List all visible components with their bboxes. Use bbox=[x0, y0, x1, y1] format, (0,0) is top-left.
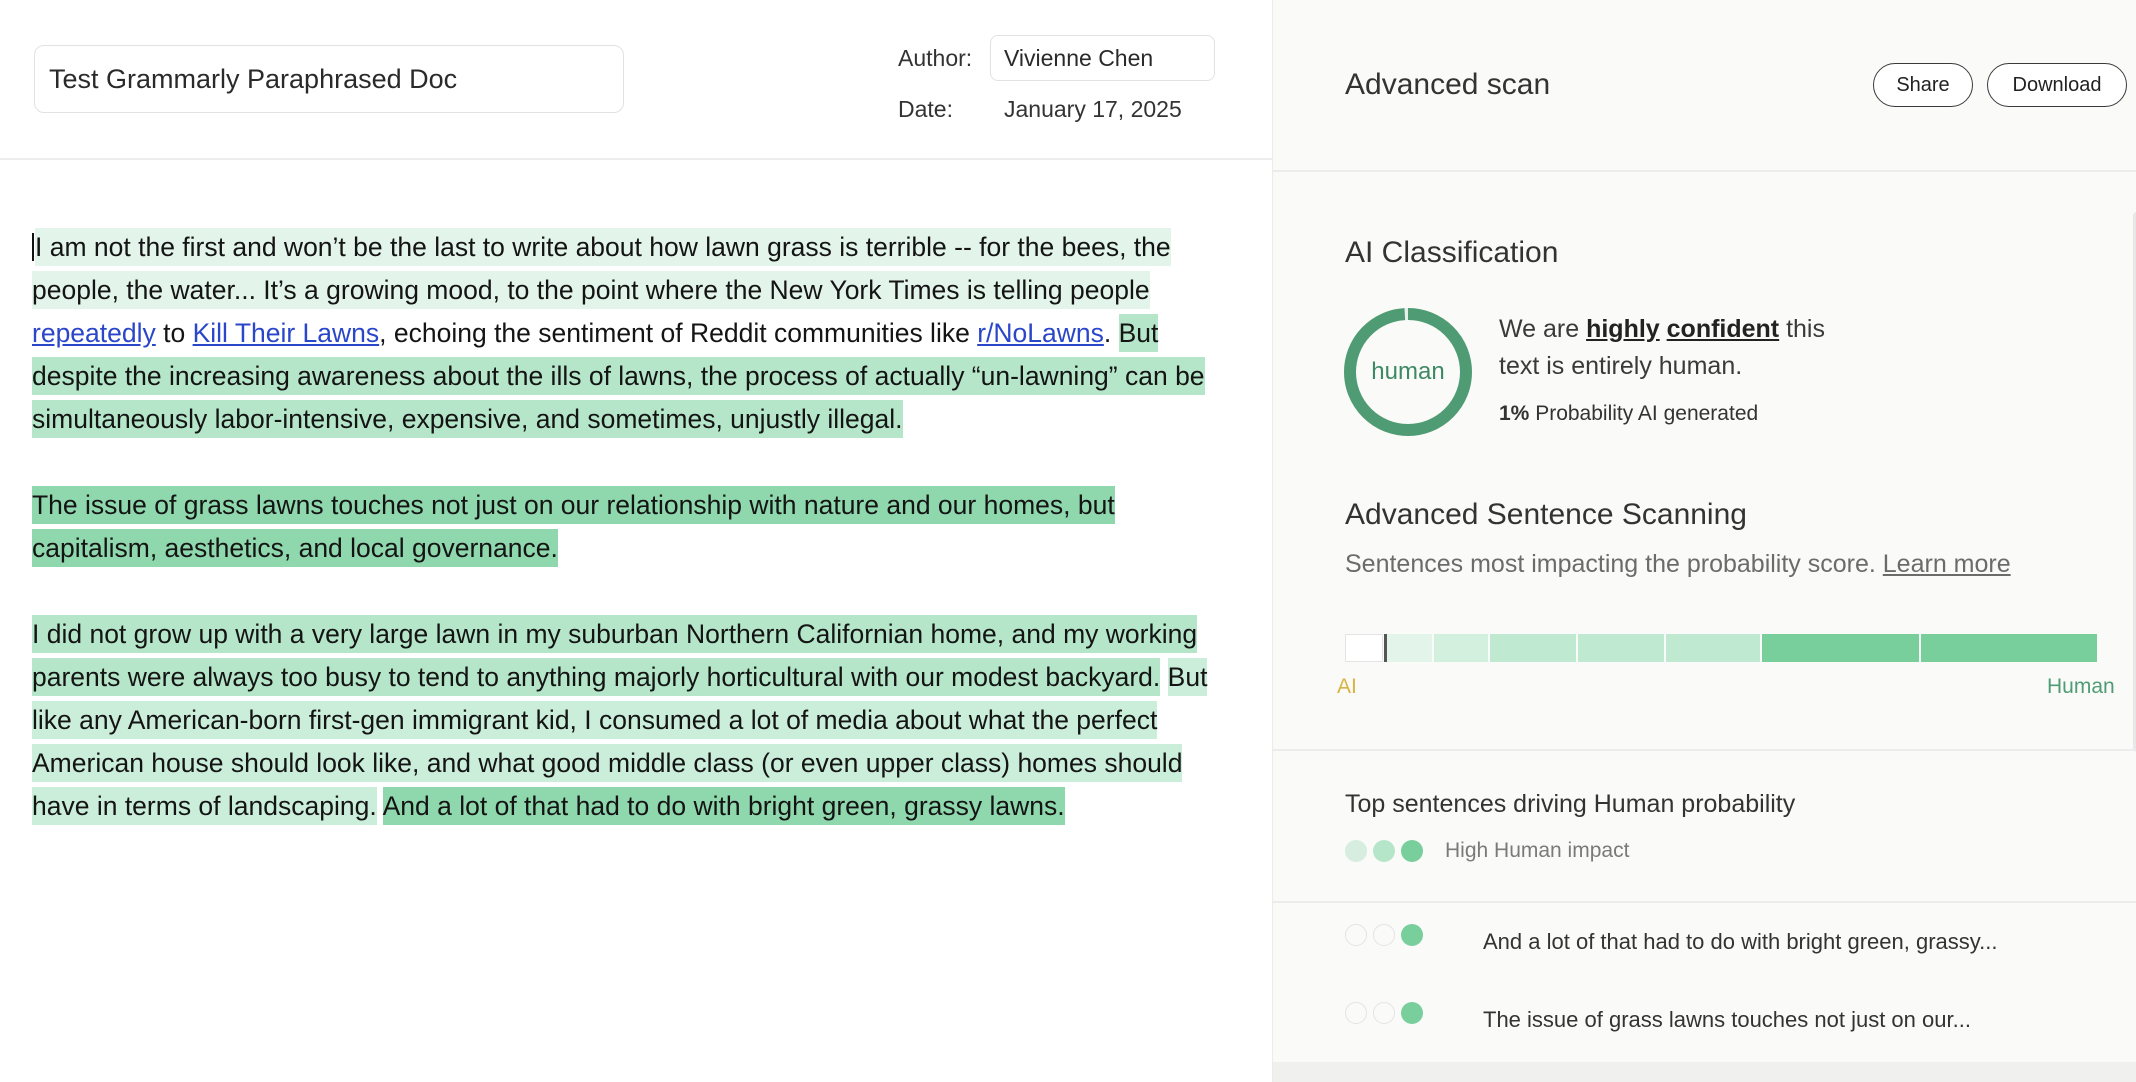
section-divider bbox=[1273, 901, 2136, 903]
highlighted-sentence: I am not the first and won’t be the last to write about how lawn grass is terrible -- for the bees, the people, the water... It’s a growing mood, to the point where the New York Times is telling people bbox=[32, 228, 1171, 309]
impact-dot-high bbox=[1401, 924, 1423, 946]
learn-more-link[interactable]: Learn more bbox=[1882, 550, 2011, 578]
top-sentences-title: Top sentences driving Human probability bbox=[1345, 790, 1796, 818]
top-sentence-row[interactable] bbox=[1273, 990, 2136, 1050]
document-paragraph[interactable] bbox=[32, 226, 1232, 441]
confidence-statement bbox=[1499, 311, 1859, 385]
document-link[interactable]: repeatedly bbox=[32, 318, 156, 348]
impact-dot-high bbox=[1401, 840, 1423, 862]
text-run: to bbox=[155, 318, 193, 348]
document-paragraph[interactable] bbox=[32, 613, 1232, 828]
author-input[interactable] bbox=[990, 35, 1215, 81]
scale-segment bbox=[1762, 634, 1919, 662]
highlighted-sentence: I did not grow up with a very large lawn in my suburban Northern Californian home, and my working parents were always too busy to tend to anything majorly horticultural with our modest backyard. bbox=[32, 615, 1197, 696]
scale-segment bbox=[1490, 634, 1576, 662]
document-link[interactable]: Kill Their Lawns bbox=[192, 318, 380, 348]
sentence-scanning-title: Advanced Sentence Scanning bbox=[1345, 498, 1747, 531]
highlighted-sentence: But despite the increasing awareness about the ills of lawns, the process of actually “un-lawning” can be simultaneously labor-intensive, expensive, and sometimes, unjustly illegal. bbox=[32, 314, 1205, 438]
highlighted-sentence: But like any American-born first-gen immigrant kid, I consumed a lot of media about what the perfect American house should look like, and what good middle class (or even upper class) homes should have in terms of landscaping. bbox=[32, 658, 1207, 825]
text-run bbox=[377, 791, 383, 821]
top-sentence-text: The issue of grass lawns touches not just on our... bbox=[1483, 1007, 1971, 1032]
scale-indicator bbox=[1384, 634, 1387, 662]
date-value: January 17, 2025 bbox=[1004, 96, 1182, 122]
scale-segment bbox=[1578, 634, 1664, 662]
top-sentence-row[interactable] bbox=[1273, 912, 2136, 972]
share-button[interactable]: Share bbox=[1873, 63, 1973, 107]
probability-text: Probability AI generated bbox=[1529, 402, 1759, 425]
confidence-word-highly[interactable]: highly bbox=[1586, 315, 1660, 343]
impact-dot-low bbox=[1345, 840, 1367, 862]
ai-probability bbox=[1499, 402, 1758, 426]
probability-scale-bar bbox=[1345, 634, 2097, 662]
text-run bbox=[1160, 662, 1167, 692]
top-sentence-text: And a lot of that had to do with bright green, grassy... bbox=[1483, 929, 1998, 954]
scan-pane bbox=[1272, 0, 2136, 1082]
scan-title: Advanced scan bbox=[1345, 68, 1551, 101]
scale-segment bbox=[1666, 634, 1760, 662]
impact-dot-mid bbox=[1373, 840, 1395, 862]
ai-classification-title: AI Classification bbox=[1345, 236, 1559, 269]
probability-value: 1% bbox=[1499, 402, 1530, 425]
bottom-band bbox=[1273, 1062, 2136, 1082]
text-run: , echoing the sentiment of Reddit communities like bbox=[379, 318, 978, 348]
scale-segment-ai bbox=[1345, 634, 1383, 662]
impact-dot-empty bbox=[1373, 924, 1395, 946]
sentence-scanning-subtitle bbox=[1345, 550, 2011, 579]
impact-dot-high bbox=[1401, 1002, 1423, 1024]
document-link[interactable]: r/NoLawns bbox=[977, 318, 1104, 348]
section-divider bbox=[1273, 749, 2136, 751]
document-title-input[interactable] bbox=[34, 45, 624, 113]
text-caret bbox=[32, 233, 34, 261]
scan-header bbox=[1273, 0, 2136, 172]
author-label: Author: bbox=[898, 45, 973, 71]
text-run: . bbox=[1103, 318, 1119, 348]
scale-segment bbox=[1921, 634, 2097, 662]
subtitle-text: Sentences most impacting the probability score. bbox=[1345, 550, 1876, 578]
confidence-prefix: We are bbox=[1499, 315, 1587, 343]
impact-dot-empty bbox=[1345, 924, 1367, 946]
scale-segment bbox=[1434, 634, 1488, 662]
scale-ai-label: AI bbox=[1337, 675, 1357, 698]
document-body[interactable] bbox=[32, 226, 1232, 871]
scale-human-label: Human bbox=[2047, 675, 2115, 698]
confidence-suffix: this text is entirely human. bbox=[1499, 315, 1825, 380]
date-label: Date: bbox=[898, 96, 953, 122]
impact-legend-label: High Human impact bbox=[1445, 839, 1630, 862]
impact-dot-empty bbox=[1345, 1002, 1367, 1024]
download-button[interactable]: Download bbox=[1987, 63, 2127, 107]
impact-dot-empty bbox=[1373, 1002, 1395, 1024]
document-header bbox=[0, 0, 1272, 160]
highlighted-sentence: And a lot of that had to do with bright green, grassy lawns. bbox=[383, 787, 1065, 825]
scale-segment bbox=[1385, 634, 1432, 662]
highlighted-sentence: The issue of grass lawns touches not just on our relationship with nature and our homes, but capitalism, aesthetics, and local governance. bbox=[32, 486, 1115, 567]
donut-label: human bbox=[1371, 358, 1445, 385]
document-paragraph[interactable] bbox=[32, 484, 1232, 570]
confidence-word-confident[interactable]: confident bbox=[1666, 315, 1780, 343]
